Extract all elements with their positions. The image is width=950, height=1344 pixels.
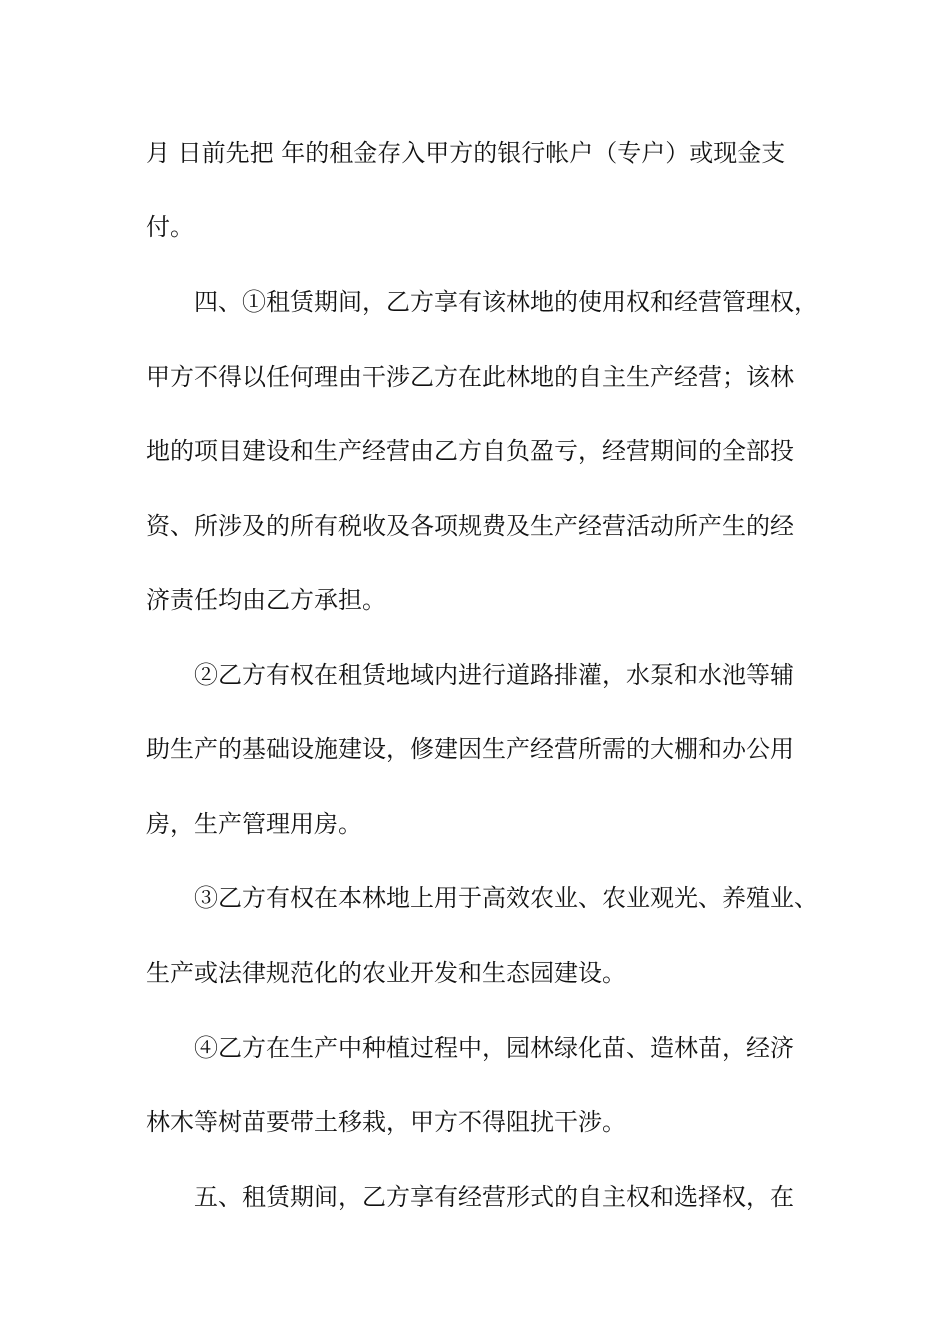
text-line-9: 助生产的基础设施建设，修建因生产经营所需的大棚和办公用	[146, 735, 794, 763]
text-line-1: 月 日前先把 年的租金存入甲方的银行帐户（专户）或现金支	[146, 139, 786, 167]
text-line-8: ②乙方有权在租赁地域内进行道路排灌，水泵和水池等辅	[194, 661, 794, 689]
text-line-13: ④乙方在生产中种植过程中，园林绿化苗、造林苗，经济	[194, 1034, 794, 1062]
text-line-7: 济责任均由乙方承担。	[146, 586, 386, 614]
text-line-15: 五、租赁期间，乙方享有经营形式的自主权和选择权，在	[194, 1183, 794, 1211]
text-line-3: 四、①租赁期间，乙方享有该林地的使用权和经营管理权，	[194, 288, 818, 316]
text-line-10: 房，生产管理用房。	[146, 810, 362, 838]
text-line-12: 生产或法律规范化的农业开发和生态园建设。	[146, 959, 626, 987]
text-line-14: 林木等树苗要带土移栽，甲方不得阻扰干涉。	[146, 1108, 626, 1136]
text-line-6: 资、所涉及的所有税收及各项规费及生产经营活动所产生的经	[146, 512, 794, 540]
text-line-2: 付。	[146, 213, 194, 241]
text-line-5: 地的项目建设和生产经营由乙方自负盈亏，经营期间的全部投	[146, 437, 794, 465]
text-line-4: 甲方不得以任何理由干涉乙方在此林地的自主生产经营；该林	[146, 363, 794, 391]
text-line-11: ③乙方有权在本林地上用于高效农业、农业观光、养殖业、	[194, 884, 818, 912]
